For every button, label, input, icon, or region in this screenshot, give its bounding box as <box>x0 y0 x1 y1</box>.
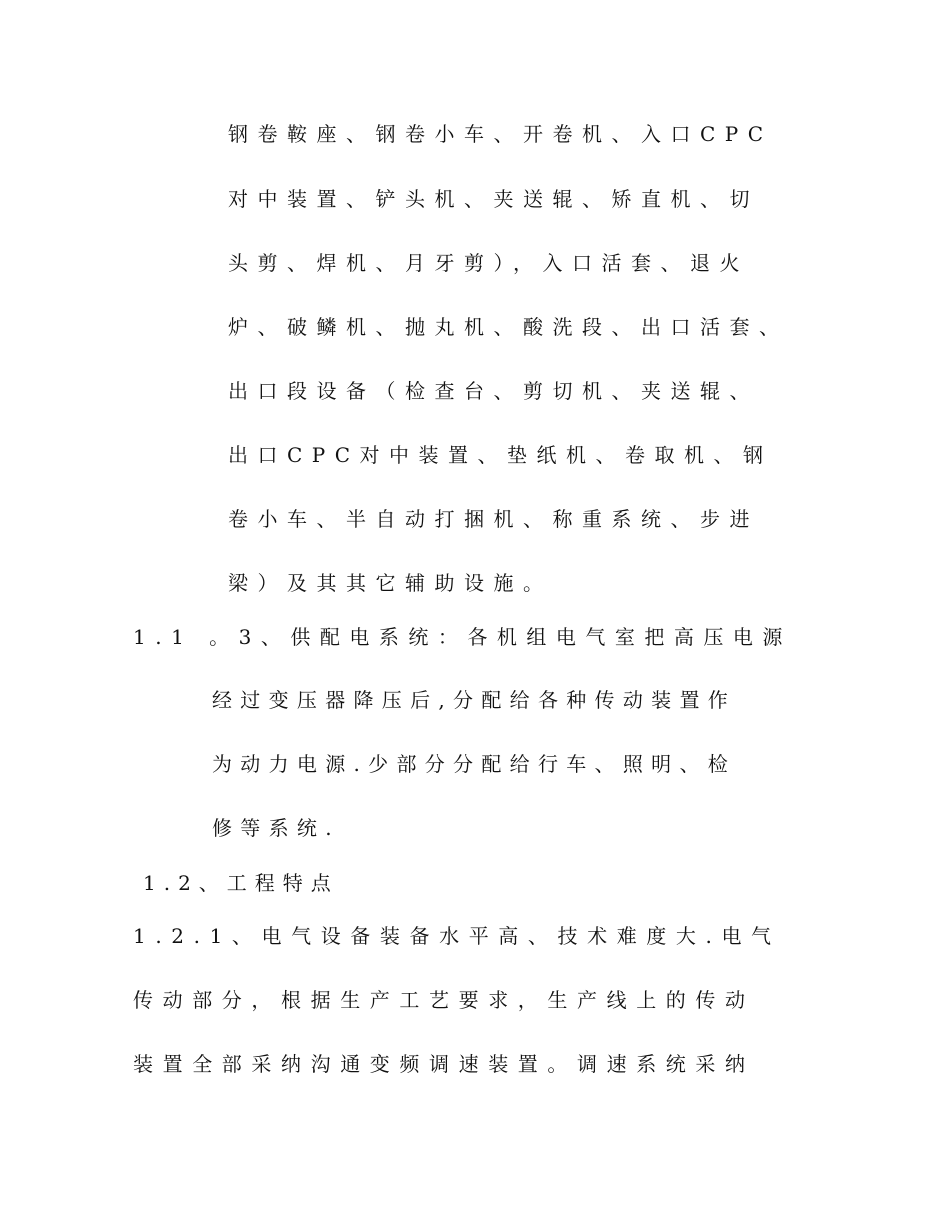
section-heading-1-2: 1.2、工程特点 <box>143 871 339 895</box>
equipment-list-line: 钢卷鞍座、钢卷小车、开卷机、入口CPC <box>228 122 773 146</box>
equipment-list-line: 对中装置、铲头机、夹送辊、矫直机、切 <box>228 187 759 211</box>
equipment-list-line: 头剪、焊机、月牙剪），入口活套、退火 <box>228 251 749 275</box>
equipment-list-line: 梁）及其其它辅助设施。 <box>228 571 553 595</box>
equipment-list-line: 出口段设备（检查台、剪切机、夹送辊、 <box>228 379 759 403</box>
section-1-1-3-line: 修等系统. <box>212 816 340 840</box>
section-1-1-3-line: 为动力电源.少部分分配给行车、照明、检 <box>212 752 737 776</box>
equipment-list-line: 卷小车、半自动打捆机、称重系统、步进 <box>228 507 759 531</box>
equipment-list-line: 出口CPC对中装置、垫纸机、卷取机、钢 <box>228 443 773 467</box>
paragraph-1-2-1-line: 装置全部采纳沟通变频调速装置。调速系统采纳 <box>133 1052 755 1076</box>
equipment-list-line: 炉、破鳞机、抛丸机、酸洗段、出口活套、 <box>228 315 789 339</box>
paragraph-1-2-1-line: 传动部分，根据生产工艺要求，生产线上的传动 <box>133 988 755 1012</box>
section-1-1-3-heading: 1.1 。3、供配电系统：各机组电气室把高压电源 <box>133 625 792 649</box>
paragraph-1-2-1-line: 1.2.1、电气设备装备水平高、技术难度大.电气 <box>133 924 781 948</box>
section-1-1-3-line: 经过变压器降压后,分配给各种传动装置作 <box>212 688 737 712</box>
